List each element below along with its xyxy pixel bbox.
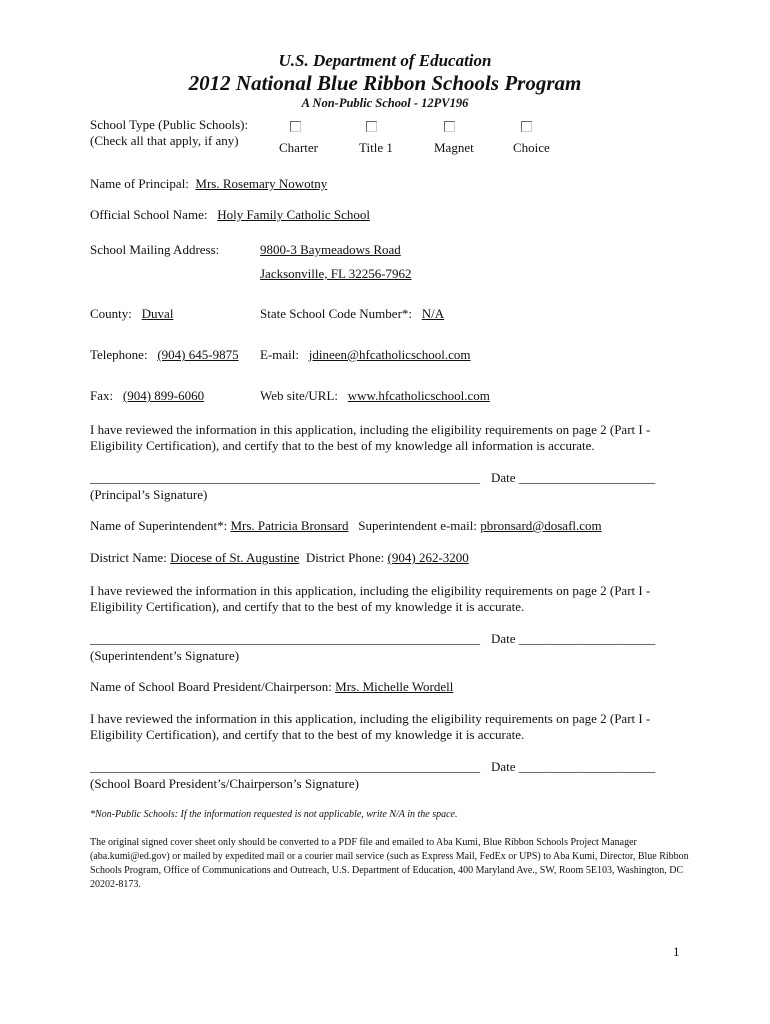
district-name: Diocese of St. Augustine bbox=[170, 550, 300, 565]
website-row bbox=[260, 388, 490, 404]
fax-label: Fax: bbox=[90, 388, 114, 403]
board-date-field: Date _____________________ bbox=[491, 759, 656, 774]
board-row bbox=[90, 679, 453, 695]
principal-label: Name of Principal: bbox=[90, 176, 189, 191]
footnote: *Non-Public Schools: If the information requested is not applicable, write N/A in the space. bbox=[90, 809, 458, 820]
board-certification: I have reviewed the information in this application, including the eligibility requirements on page 2 (Part I - Eligibility Certification), and certify that to the best of my knowledge it is accurate. bbox=[90, 711, 651, 742]
submission-instructions: The original signed cover sheet only should be converted to a PDF file and emailed to Aba Kumi, Blue Ribbon Schools Project Manager (aba.kumi@ed.gov) or mailed by expedited mail or a courier mail service (such as Express Mail, FedEx or UPS) to Aba Kumi, Director, Blue Ribbon Schools Program, Office of Communications and Outreach, U.S. Department of Education, 400 Maryland Ave., SW, Room 5E103, Washington, DC 20202-8173. bbox=[90, 837, 689, 890]
county-label: County: bbox=[90, 306, 132, 321]
principal-certification: I have reviewed the information in this application, including the eligibility requirements on page 2 (Part I - Eligibility Certification), and certify that to the best of my knowledge all information is accurate. bbox=[90, 422, 651, 453]
magnet-label: Magnet bbox=[434, 140, 474, 155]
principal-name: Mrs. Rosemary Nowotny bbox=[195, 176, 328, 191]
superintendent-signature-line: ____________________________________________________________ bbox=[90, 631, 480, 646]
county-value: Duval bbox=[141, 306, 174, 321]
program-title: 2012 National Blue Ribbon Schools Program bbox=[188, 71, 582, 95]
charter-checkbox[interactable] bbox=[290, 121, 301, 132]
choice-checkbox[interactable] bbox=[521, 121, 532, 132]
superintendent-row bbox=[90, 518, 602, 534]
superintendent-email-label: Superintendent e-mail: bbox=[358, 518, 478, 533]
county-row bbox=[90, 306, 173, 322]
title1-label: Title 1 bbox=[359, 140, 393, 155]
superintendent-signature-caption: (Superintendent’s Signature) bbox=[90, 648, 240, 663]
address-label: School Mailing Address: bbox=[90, 242, 220, 257]
district-row bbox=[90, 550, 469, 566]
email-row bbox=[260, 347, 471, 363]
board-label: Name of School Board President/Chairperson: bbox=[90, 679, 332, 694]
state-code-row bbox=[260, 306, 444, 322]
page-number: 1 bbox=[673, 944, 680, 959]
superintendent-label: Name of Superintendent*: bbox=[90, 518, 228, 533]
superintendent-name: Mrs. Patricia Bronsard bbox=[230, 518, 349, 533]
email-link[interactable]: jdineen@hfcatholicschool.com bbox=[308, 347, 471, 362]
magnet-checkbox[interactable] bbox=[444, 121, 455, 132]
school-subtitle: A Non-Public School - 12PV196 bbox=[301, 96, 469, 110]
board-signature-line: ____________________________________________________________ bbox=[90, 759, 480, 774]
board-name: Mrs. Michelle Wordell bbox=[335, 679, 454, 694]
school-type-hint: (Check all that apply, if any) bbox=[90, 133, 239, 148]
email-label: E-mail: bbox=[260, 347, 299, 362]
telephone-row bbox=[90, 347, 239, 363]
principal-row bbox=[90, 176, 327, 192]
address-line1: 9800-3 Baymeadows Road bbox=[260, 242, 401, 257]
board-signature-caption: (School Board President’s/Chairperson’s Signature) bbox=[90, 776, 359, 791]
principal-signature-line: ____________________________________________________________ bbox=[90, 470, 480, 485]
department-title: U.S. Department of Education bbox=[278, 51, 492, 70]
superintendent-email[interactable]: pbronsard@dosafl.com bbox=[480, 518, 602, 533]
principal-signature-caption: (Principal’s Signature) bbox=[90, 487, 208, 502]
fax-value: (904) 899-6060 bbox=[122, 388, 205, 403]
school-name-label: Official School Name: bbox=[90, 207, 208, 222]
charter-label: Charter bbox=[279, 140, 318, 155]
district-phone: (904) 262-3200 bbox=[387, 550, 469, 565]
choice-label: Choice bbox=[513, 140, 550, 155]
district-label: District Name: bbox=[90, 550, 167, 565]
telephone-label: Telephone: bbox=[90, 347, 148, 362]
fax-row bbox=[90, 388, 204, 404]
school-type-label: School Type (Public Schools): bbox=[90, 117, 249, 132]
district-phone-label: District Phone: bbox=[305, 550, 385, 565]
title1-checkbox[interactable] bbox=[366, 121, 377, 132]
website-link[interactable]: www.hfcatholicschool.com bbox=[347, 388, 490, 403]
superintendent-date-field: Date _____________________ bbox=[491, 631, 656, 646]
state-code-label: State School Code Number*: bbox=[260, 306, 413, 321]
school-name-value: Holy Family Catholic School bbox=[217, 207, 370, 222]
superintendent-certification: I have reviewed the information in this application, including the eligibility requirements on page 2 (Part I - Eligibility Certification), and certify that to the best of my knowledge it is accurate. bbox=[90, 583, 651, 614]
address-line2: Jacksonville, FL 32256-7962 bbox=[260, 266, 412, 281]
school-name-row bbox=[90, 207, 370, 223]
telephone-value: (904) 645-9875 bbox=[157, 347, 239, 362]
state-code-value: N/A bbox=[421, 306, 445, 321]
principal-date-field: Date _____________________ bbox=[491, 470, 656, 485]
website-label: Web site/URL: bbox=[260, 388, 339, 403]
